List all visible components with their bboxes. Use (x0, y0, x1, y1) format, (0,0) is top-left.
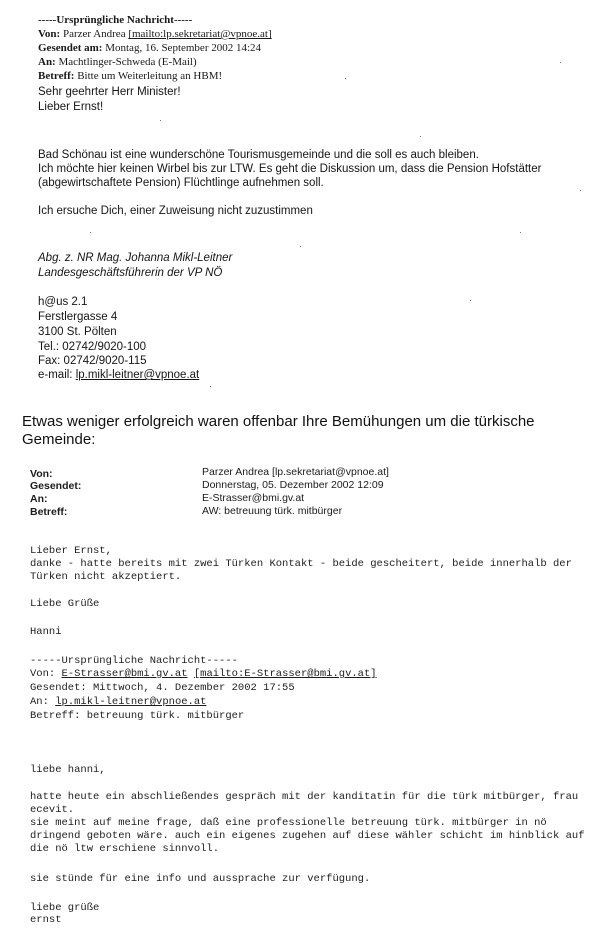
email3-from-link[interactable]: E-Strasser@bmi.gv.at (61, 668, 188, 680)
email2-sent-value: Donnerstag, 05. Dezember 2002 12:09 (202, 479, 384, 491)
email1-greeting-2: Lieber Ernst! (38, 101, 104, 113)
email1-to: An: Machtlinger-Schweda (E-Mail) (38, 56, 197, 68)
separator-2: -----Ursprüngliche Nachricht----- (30, 655, 238, 667)
email3-body-8: liebe grüße (30, 902, 100, 914)
email3-subject: Betreff: betreuung türk. mitbürger (30, 710, 245, 722)
signature-name: Abg. z. NR Mag. Johanna Mikl-Leitner (38, 252, 233, 264)
commentary-line-1: Etwas weniger erfolgreich waren offenbar Ihre Bemühungen um die türkische (22, 413, 535, 430)
email3-body-2: hatte heute ein abschließendes gespräch mit der kanditatin für die türk mitbürger, frau (30, 791, 579, 803)
email1-subject: Betreff: Bitte um Weiterleitung an HBM! (38, 70, 223, 82)
email1-from: Von: Parzer Andrea [mailto:lp.sekretariat@vpnoe.at] (38, 28, 272, 40)
email3-to: An: lp.mikl-leitner@vpnoe.at (30, 696, 207, 708)
commentary-line-2: Gemeinde: (22, 431, 96, 448)
email-address: e-mail: lp.mikl-leitner@vpnoe.at (38, 369, 200, 381)
scan-speck (560, 62, 561, 63)
scan-speck (160, 120, 161, 121)
email1-body-2: Ich möchte hier keinen Wirbel bis zur LTW. Es geht die Diskussion um, dass die Pension Hofstätter (38, 163, 542, 175)
email2-from-value: Parzer Andrea [lp.sekretariat@vpnoe.at] (202, 466, 389, 478)
email2-body-5: Hanni (30, 626, 62, 638)
telephone: Tel.: 02742/9020-100 (38, 341, 147, 353)
email3-to-link[interactable]: lp.mikl-leitner@vpnoe.at (55, 696, 207, 708)
separator-1: -----Ursprüngliche Nachricht----- (38, 14, 193, 26)
email2-to-label: An: (30, 493, 48, 505)
scan-speck (300, 246, 301, 247)
scan-speck (520, 232, 521, 233)
scan-speck (420, 136, 421, 137)
scan-speck (345, 78, 346, 79)
email3-body-6: die nö ltw erschiene sinnvoll. (30, 843, 220, 855)
address-line-3: 3100 St. Pölten (38, 326, 117, 338)
email2-body-4: Liebe Grüße (30, 598, 100, 610)
email1-body-4: Ich ersuche Dich, einer Zuweisung nicht zuzustimmen (38, 205, 313, 217)
address-line-1: h@us 2.1 (38, 296, 88, 308)
email2-subject-label: Betreff: (30, 506, 68, 518)
email2-body-1: Lieber Ernst, (30, 545, 112, 557)
email3-body-5: dringend geboten wäre. auch ein eigenes zugehen auf diese wähler schicht im hinblick auf (30, 830, 585, 842)
email1-body-1: Bad Schönau ist eine wunderschöne Tourismusgemeinde und die soll es auch bleiben. (38, 149, 479, 161)
email2-to-value: E-Strasser@bmi.gv.at (202, 492, 305, 504)
email2-from-label: Von: (30, 468, 53, 480)
email3-sent: Gesendet: Mittwoch, 4. Dezember 2002 17:55 (30, 682, 295, 694)
scan-speck (580, 190, 581, 191)
email2-body-3: Türken nicht akzeptiert. (30, 571, 182, 583)
email2-sent-label: Gesendet: (30, 480, 82, 492)
email1-sent: Gesendet am: Montag, 16. September 2002 14:24 (38, 42, 262, 54)
fax-number: Fax: 02742/9020-115 (38, 355, 147, 367)
email3-body-9: ernst (30, 914, 62, 926)
scan-speck (210, 386, 211, 387)
email1-greeting-1: Sehr geehrter Herr Minister! (38, 86, 181, 98)
signature-title: Landesgeschäftsführerin der VP NÖ (38, 267, 223, 279)
email1-body-3: (abgewirtschaftete Pension) Flüchtlinge aufnehmen soll. (38, 177, 324, 189)
email3-body-4: sie meint auf meine frage, daß eine professionelle betreuung türk. mitbürger in nö (30, 817, 547, 829)
address-line-2: Ferstlergasse 4 (38, 311, 118, 323)
email-link[interactable]: lp.mikl-leitner@vpnoe.at (75, 369, 200, 381)
scan-speck (90, 232, 91, 233)
scan-speck (470, 300, 471, 301)
email3-from: Von: E-Strasser@bmi.gv.at [mailto:E-Strasser@bmi.gv.at] (30, 668, 377, 680)
email3-mailto-link[interactable]: [mailto:E-Strasser@bmi.gv.at] (193, 668, 377, 680)
email3-body-1: liebe hanni, (30, 764, 106, 776)
email2-subject-value: AW: betreuung türk. mitbürger (202, 505, 343, 517)
email3-body-7: sie stünde für eine info und aussprache zur verfügung. (30, 873, 371, 885)
email2-body-2: danke - hatte bereits mit zwei Türken Kontakt - beide gescheitert, beide innerhalb der (30, 558, 572, 570)
email3-body-3: ecevit. (30, 804, 75, 816)
